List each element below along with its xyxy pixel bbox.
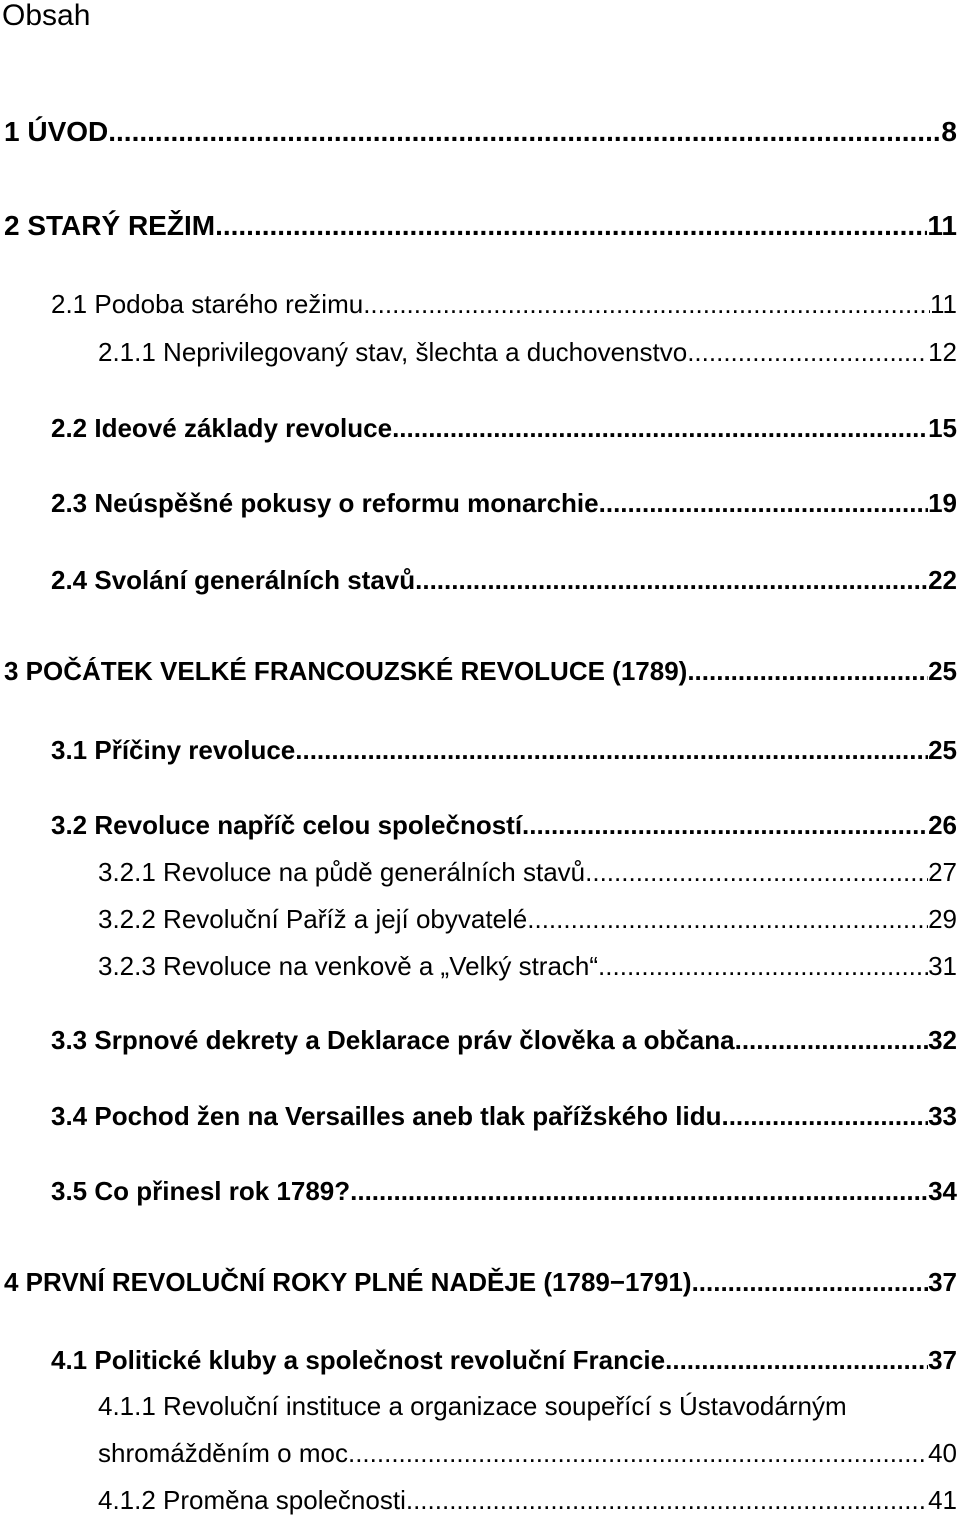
toc-dot-leader — [692, 1267, 929, 1298]
toc-page-number: 25 — [928, 656, 957, 686]
toc-entry-title: 3.2.2 Revoluční Paříž a její obyvatelé — [98, 904, 528, 934]
toc-dot-leader — [665, 1345, 928, 1376]
toc-entry-subsection-3-2-2[interactable] — [98, 904, 957, 935]
toc-page-number: 34 — [928, 1176, 957, 1206]
toc-entry-title: 4.1.2 Proměna společnosti — [98, 1485, 406, 1515]
toc-page-number: 22 — [928, 565, 957, 595]
toc-entry-section-3-2[interactable] — [51, 810, 957, 841]
toc-entry-subsection-4-1-1-first-line[interactable]: 4.1.1 Revoluční instituce a organizace soupeřící s Ústavodárným — [98, 1391, 847, 1421]
toc-page-number: 37 — [928, 1345, 957, 1375]
toc-entry-section-2-3[interactable] — [51, 488, 957, 519]
toc-page-number: 11 — [927, 210, 957, 241]
toc-entry-subsection-4-1-2[interactable] — [98, 1485, 957, 1516]
toc-entry-subsection-2-1-1[interactable] — [98, 337, 957, 368]
toc-dot-leader — [687, 337, 928, 368]
toc-entry-title: 2.2 Ideové základy revoluce — [51, 413, 393, 443]
toc-dot-leader — [363, 289, 930, 320]
toc-entry-section-3-5[interactable] — [51, 1176, 957, 1207]
toc-dot-leader — [687, 656, 928, 687]
toc-dot-leader — [415, 565, 928, 596]
toc-entry-title: 2.1 Podoba starého režimu — [51, 289, 364, 319]
toc-dot-leader — [527, 904, 928, 935]
toc-entry-title: 3.1 Příčiny revoluce — [51, 735, 296, 765]
toc-page-number: 25 — [928, 735, 957, 765]
toc-entry-title: 3 POČÁTEK VELKÉ FRANCOUZSKÉ REVOLUCE (1789) — [4, 656, 688, 686]
toc-page-number: 31 — [928, 951, 957, 981]
toc-dot-leader — [585, 857, 928, 888]
toc-entry-section-3-1[interactable] — [51, 735, 957, 766]
toc-page-number: 40 — [928, 1438, 957, 1468]
toc-entry-title: 3.2.3 Revoluce na venkově a „Velký strach“ — [98, 951, 599, 981]
toc-entry-title: 1 ÚVOD — [4, 116, 109, 147]
toc-entry-subsection-4-1-1[interactable] — [98, 1438, 957, 1469]
toc-dot-leader — [735, 1025, 928, 1056]
toc-dot-leader — [348, 1438, 928, 1469]
toc-entry-title: 3.2 Revoluce napříč celou společností — [51, 810, 523, 840]
toc-dot-leader — [721, 1101, 928, 1132]
toc-entry-title: 3.5 Co přinesl rok 1789? — [51, 1176, 351, 1206]
toc-dot-leader — [295, 735, 928, 766]
toc-entry-title: 3.3 Srpnové dekrety a Deklarace práv člověka a občana — [51, 1025, 735, 1055]
toc-dot-leader — [598, 951, 928, 982]
toc-dot-leader — [522, 810, 928, 841]
toc-page-number: 27 — [928, 857, 957, 887]
toc-entry-title: 2.4 Svolání generálních stavů — [51, 565, 416, 595]
toc-dot-leader — [108, 116, 941, 148]
toc-page-number: 11 — [930, 289, 957, 319]
toc-entry-chapter-1[interactable] — [4, 116, 957, 148]
toc-entry-title-continued: shromážděním o moc — [98, 1438, 348, 1468]
toc-entry-section-2-2[interactable] — [51, 413, 957, 444]
toc-entry-title: 3.2.1 Revoluce na půdě generálních stavů — [98, 857, 586, 887]
toc-page-number: 19 — [928, 488, 957, 518]
toc-dot-leader — [215, 210, 927, 242]
toc-entry-title: 4 PRVNÍ REVOLUČNÍ ROKY PLNÉ NADĚJE (1789−1791) — [4, 1267, 692, 1297]
toc-entry-subsection-3-2-3[interactable] — [98, 951, 957, 982]
toc-entry-title: 2.1.1 Neprivilegovaný stav, šlechta a duchovenstvo — [98, 337, 688, 367]
toc-page-number: 26 — [928, 810, 957, 840]
toc-entry-section-3-3[interactable] — [51, 1025, 957, 1056]
toc-page-number: 37 — [928, 1267, 957, 1297]
toc-entry-chapter-3[interactable] — [4, 656, 957, 687]
toc-dot-leader — [350, 1176, 928, 1207]
toc-entry-title: 2 STARÝ REŽIM — [4, 210, 216, 241]
toc-dot-leader — [406, 1485, 928, 1516]
toc-page-number: 41 — [928, 1485, 957, 1515]
toc-entry-subsection-3-2-1[interactable] — [98, 857, 957, 888]
toc-dot-leader — [599, 488, 928, 519]
toc-page-number: 33 — [928, 1101, 957, 1131]
toc-entry-title: 3.4 Pochod žen na Versailles aneb tlak pařížského lidu — [51, 1101, 722, 1131]
toc-entry-section-2-1[interactable] — [51, 289, 957, 320]
toc-entry-section-3-4[interactable] — [51, 1101, 957, 1132]
toc-page-number: 32 — [928, 1025, 957, 1055]
toc-entry-section-2-4[interactable] — [51, 565, 957, 596]
toc-entry-title: 2.3 Neúspěšné pokusy o reformu monarchie — [51, 488, 599, 518]
page-title: Obsah — [2, 0, 91, 32]
toc-page-number: 29 — [928, 904, 957, 934]
toc-entry-chapter-4[interactable] — [4, 1267, 957, 1298]
toc-entry-chapter-2[interactable] — [4, 210, 957, 242]
toc-entry-title: 4.1 Politické kluby a společnost revoluční Francie — [51, 1345, 666, 1375]
toc-page-number: 15 — [928, 413, 957, 443]
toc-dot-leader — [392, 413, 928, 444]
toc-entry-section-4-1[interactable] — [51, 1345, 957, 1376]
toc-page-number: 8 — [941, 116, 957, 147]
toc-page-number: 12 — [928, 337, 957, 367]
